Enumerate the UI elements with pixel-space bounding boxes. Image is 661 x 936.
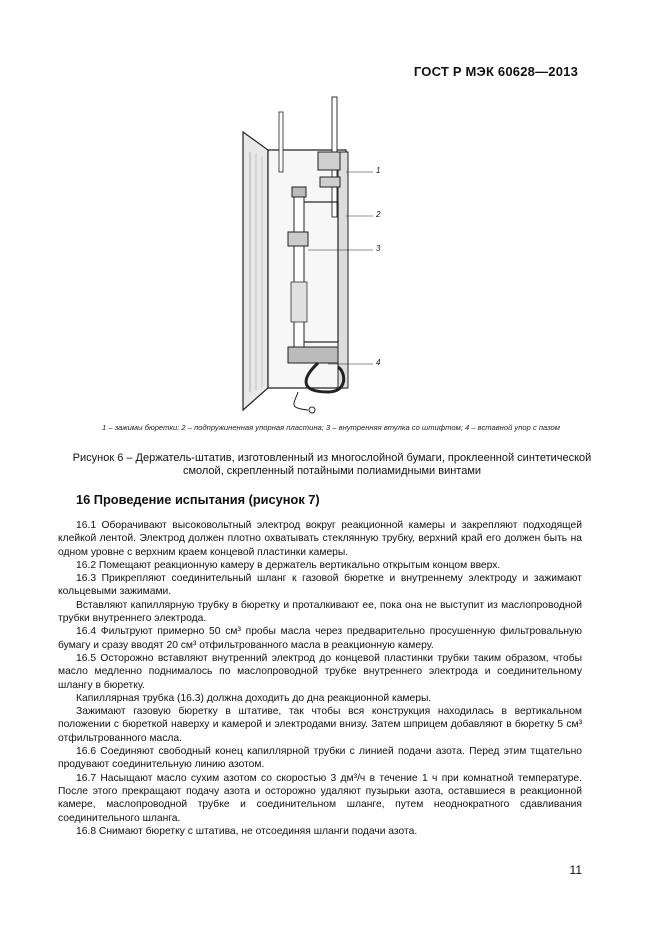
paragraph: 16.1 Оборачивают высоковольтный электрод вокруг реакционной камеры и закрепляют подходящей клейкой лентой. Электрод должен плотно охватывать стеклянную трубку, верхний край его должен быть на одном уровне с верхним краем концевой пластинки камеры. xyxy=(58,520,582,558)
paragraph: 16.3 Прикрепляют соединительный шланг к газовой бюретке и внутреннему электроду и зажимают кольцевыми зажимами. xyxy=(58,573,582,598)
paragraph: Капиллярная трубка (16.3) должна доходить до дна реакционной камеры. xyxy=(76,692,432,704)
paragraph: 16.5 Осторожно вставляют внутренний электрод до концевой пластинки трубки таким образом, чтобы масло медленно поднималось по маслопроводной трубке внутреннего электрода и соединительному шлангу в бюретку. xyxy=(58,652,582,691)
paragraph: 16.4 Фильтруют примерно 50 см³ пробы масла через предварительно просушенную фильтровальную бумагу и сразу вводят 20 см³ отфильтрованного масла в реакционную камеру. xyxy=(58,626,582,651)
paragraph: 16.8 Снимают бюретку с штатива, не отсоединяя шланги подачи азота. xyxy=(76,825,418,837)
callout-2: 2 xyxy=(376,210,381,219)
figure-title-line: Рисунок 6 – Держатель-штатив, изготовленный из многослойной бумаги, проклеенной синтетической xyxy=(72,452,592,464)
body-text xyxy=(58,519,582,838)
callout-1: 1 xyxy=(376,166,381,175)
figure-title-line: смолой, скрепленный потайными полиамидными винтами xyxy=(182,465,482,477)
paragraph: 16.2 Помещают реакционную камеру в держатель вертикально открытым концом вверх. xyxy=(76,559,501,571)
callout-4: 4 xyxy=(376,358,381,367)
document-header: ГОСТ Р МЭК 60628—2013 xyxy=(413,64,578,79)
callout-3: 3 xyxy=(376,244,381,253)
paragraph: 16.6 Соединяют свободный конец капиллярной трубки с линией подачи азота. Перед этим тщательно продувают соединительную линию азотом. xyxy=(58,746,582,771)
paragraph: 16.7 Насыщают масло сухим азотом со скоростью 3 дм³/ч в течение 1 ч при комнатной температуре. После этого прекращают подачу азота и осторожно удаляют пузырьки азота, оставшиеся в реакционной камере, маслопроводной трубке и соединительном шланге, путем неоднократного сдавливания соединительного шланга. xyxy=(58,772,582,824)
burette-holder-drawing xyxy=(228,92,388,422)
burette-holder-figure xyxy=(228,92,388,422)
page-number: 11 xyxy=(569,863,582,877)
paragraph: Вставляют капиллярную трубку в бюретку и проталкивают ее, пока она не выступит из маслопроводной трубки внутреннего электрода. xyxy=(58,599,582,625)
paragraph: Зажимают газовую бюретку в штативе, так чтобы вся конструкция находилась в вертикальном положении с бюреткой наверху и камерой и электродами внизу. Затем шприцем добавляют в бюретку 5 см³ отфильтрованного масла. xyxy=(58,706,582,744)
figure-legend: 1 – зажимы бюретки; 2 – подпружиненная упорная пластина; 3 – внутренняя втулка со штифтом; 4 – вставной упор с пазом xyxy=(102,423,560,432)
section-heading: 16 Проведение испытания (рисунок 7) xyxy=(76,492,320,507)
figure-title xyxy=(48,452,616,478)
